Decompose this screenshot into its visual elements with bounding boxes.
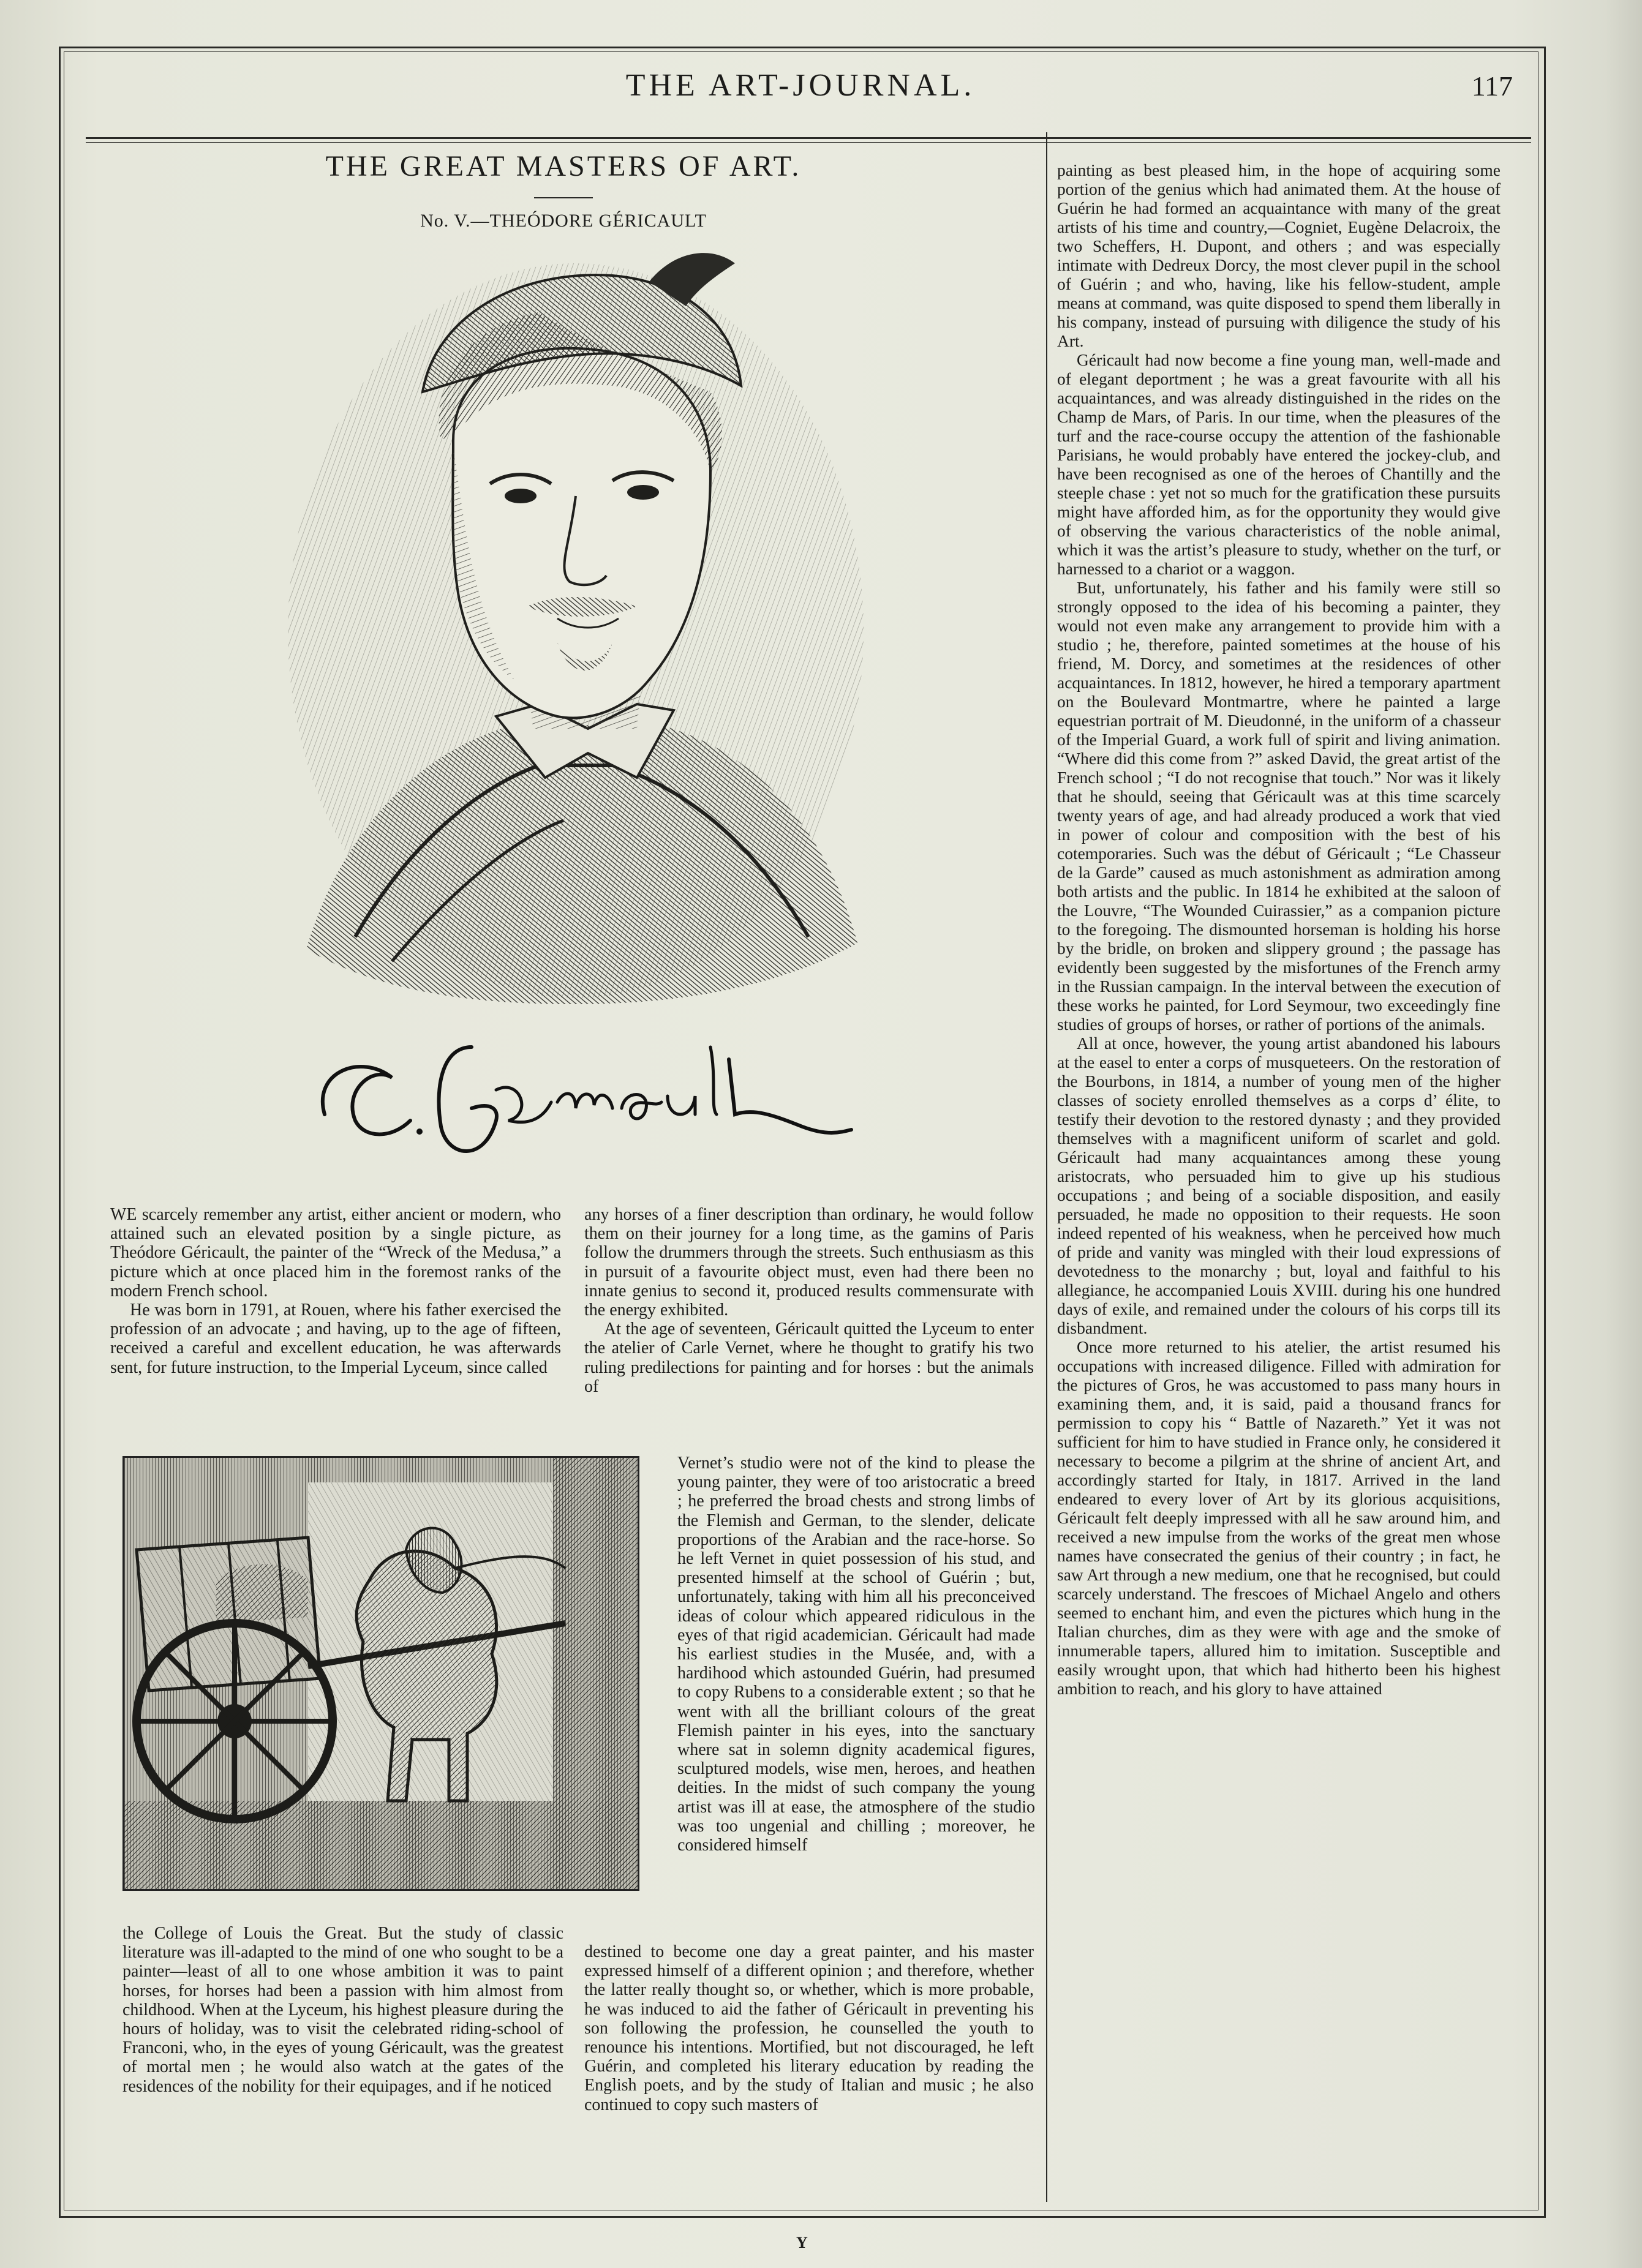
paragraph: WE scarcely remember any artist, either ancient or modern, who attained such an elevated position by a single picture, as Theódore Géricault, the painter of the “Wreck of the Medusa,” a picture which at once placed him in the foremost ranks of the modern French school. <box>110 1205 561 1301</box>
paragraph: destined to become one day a great painter, and his master expressed himself of a different opinion ; and therefore, whether the latter really thought so, or whether, which is more probable, he was induced to aid the father of Géricault in preventing his son following the profession, he counselled the youth to renounce his intentions. Mortified, but not discouraged, he left Guérin, and completed his literary education by reading the English poets, and by the study of Italian and music ; he also continued to copy such masters of <box>584 1942 1034 2114</box>
cart-horse-illustration <box>122 1456 639 1891</box>
middle-column-beside-illustration <box>677 1454 1035 1855</box>
paragraph: But, unfortunately, his father and his family were still so strongly opposed to the idea of his becoming a painter, they would not even make any arrangement to provide him with a studio ; he, therefore, painted sometimes at the house of his friend, M. Dorcy, and sometimes at the residences of other acquaintances. In 1812, however, he hired a temporary apartment on the Boulevard Montmartre, where he painted a large equestrian portrait of M. Dieudonné, in the uniform of a chasseur of the Imperial Guard, a work full of spirit and living animation. “Where did this come from ?” asked David, the great artist of the French school ; “I do not recognise that touch.” Nor was it likely that he should, seeing that Géricault was at this time scarcely twenty years of age, and had already produced a work that vied in power of colour and composition with the best of his cotemporaries. Such was the début of Géricault ; “Le Chasseur de la Garde” caused as much astonishment as admiration among both artists and the public. In 1814 he exhibited at the saloon of the Louvre, “The Wounded Cuirassier,” as a companion picture to the foregoing. The dismounted horseman is holding his horse by the bridle, on broken and slippery ground ; the passage has evidently been suggested by the misfortunes of the French army in the Russian campaign. In the interval between the execution of these works he painted, for Lord Seymour, two exceedingly fine studies of groups of horses, or rather of portions of the animals. <box>1057 578 1501 1034</box>
journal-title: THE ART-JOURNAL. <box>625 68 976 103</box>
scan-shadow <box>1605 0 1642 2268</box>
left-column-bottom <box>122 1924 563 2096</box>
header-rule-thin <box>86 142 1531 143</box>
paragraph: All at once, however, the young artist abandoned his labours at the easel to enter a corps of musqueteers. On the restoration of the Bourbons, in 1814, a number of young men of the higher classes of society enrolled themselves as a corps d’ élite, to testify their devotion to the restored dynasty ; and they provided themselves with a magnificent uniform of scarlet and gold. Géricault had many acquaintances among these young aristocrats, who persuaded him to give up his studious occupations ; and being of a sociable disposition, and easily persuaded, he made no opposition to their requests. He soon indeed repented of his weakness, when he perceived how much of pride and vanity was mingled with their loud expressions of devotedness to the monarchy ; but, loyal and faithful to his allegiance, he accompanied Louis XVIII. during his one hundred days of exile, and remained under the colours of his corps till its disbandment. <box>1057 1034 1501 1337</box>
paragraph: At the age of seventeen, Géricault quitted the Lyceum to enter the atelier of Carle Vernet, where he thought to gratify his two ruling predilections for painting and for horses : but the animals of <box>584 1320 1034 1396</box>
paragraph: the College of Louis the Great. But the study of classic literature was ill-adapted to the mind of one who sought to be a painter—least of all to one whose ambition it was to paint horses, for horses had been a passion with him almost from childhood. When at the Lyceum, his highest pleasure during the hours of holiday, was to visit the celebrated riding-school of Franconi, who, in the eyes of young Géricault, was the greatest of mortal men ; he would also watch at the gates of the residences of the nobility for their equipages, and if he noticed <box>122 1924 563 2096</box>
paragraph: Géricault had now become a fine young man, well-made and of elegant deportment ; he was a great favourite with all his acquaintances, and was already distinguished in the rides on the Champ de Mars, of Paris. In our time, when the pleasures of the turf and the race-course occupy the attention of the fashionable Parisians, he would probably have entered the jockey-club, and have been recognised as one of the heroes of Chantilly and the steeple chase : yet not so much for the gratification these pursuits might have afforded him, as for the opportunity they would give of observing the various characteristics of the noble animal, which it was the artist’s pleasure to study, whether on the turf, or harnessed to a chariot or a waggon. <box>1057 350 1501 578</box>
article-title: THE GREAT MASTERS OF ART. <box>325 150 802 182</box>
title-rule <box>534 197 593 198</box>
column-divider <box>1046 132 1047 2202</box>
paragraph: He was born in 1791, at Rouen, where his father exercised the profession of an advocate ; and having, up to the age of fifteen, received a careful and excellent education, he was afterwards sent, for future instruction, to the Imperial Lyceum, since called <box>110 1301 561 1377</box>
page-number: 117 <box>1471 70 1513 102</box>
signature-image <box>288 1023 888 1182</box>
middle-column-top <box>584 1205 1034 1396</box>
header-rule <box>86 137 1531 139</box>
running-head <box>64 67 1537 122</box>
printer-signature-mark: Y <box>796 2234 808 2251</box>
paragraph: painting as best pleased him, in the hope of acquiring some portion of the genius which had animated them. At the house of Guérin he had formed an acquaintance with many of the great artists of his time and country,—Cogniet, Eugène Delacroix, the two Scheffers, H. Dupont, and others ; and was especially intimate with Dedreux Dorcy, the most clever pupil in the school of Guérin ; and who, having, like his fellow-student, ample means at command, was quite disposed to spend them liberally in his company, instead of pursuing with diligence the study of his Art. <box>1057 160 1501 350</box>
middle-column-bottom <box>584 1942 1034 2114</box>
paragraph: Vernet’s studio were not of the kind to please the young painter, they were of too aristocratic a breed ; he preferred the broad chests and strong limbs of the Flemish and German, to the slender, delicate proportions of the Arabian and the race-horse. So he left Vernet in quiet possession of his stud, and presented himself at the school of Guérin ; but, unfortunately, taking with him all his preconceived ideas of colour which appeared ridiculous in the eyes of that rigid academician. Géricault had made his earliest studies in the Musée, and, with a hardihood which astounded Guérin, had presumed to copy Rubens to a considerable extent ; so that he went with all the brilliant colours of the great Flemish painter in his eyes, into the sanctuary where sat in solemn dignity academical figures, sculptured models, wise men, heroes, and heathen deities. In the midst of such company the young artist was ill at ease, the atmosphere of the studio was too ungenial and chilling ; moreover, he considered himself <box>677 1454 1035 1855</box>
left-column-top <box>110 1205 561 1377</box>
paragraph: Once more returned to his atelier, the artist resumed his occupations with increased diligence. Filled with admiration for the pictures of Gros, he was accustomed to pass many hours in examining them, and, it is said, paid a thousand francs for permission to copy his “ Battle of Nazareth.” Yet it was not sufficient for him to have studied in France only, he considered it necessary to become a pilgrim at the shrine of ancient Art, and accordingly started for Italy, in 1817. Arrived in the land endeared to every lover of Art by its glorious acquisitions, Géricault felt deeply impressed with all he saw around him, and received a new impulse from the works of the great men whose names have consecrated the genius of their country ; in fact, he saw Art through a new medium, one that he recognised, but could scarcely understand. The frescoes of Michael Angelo and others seemed to enchant him, and even the pictures which hung in the Italian churches, dim as they were with age and the smoke of innumerable tapers, allured him to imitation. Susceptible and easily wrought upon, that which had hitherto been his highest ambition to reach, and his glory to have attained <box>1057 1337 1501 1698</box>
article-subtitle: No. V.—THEÓDORE GÉRICAULT <box>420 211 707 231</box>
right-column <box>1057 160 1501 1698</box>
paragraph: any horses of a finer description than ordinary, he would follow them on their journey for a long time, as the gamins of Paris follow the drummers through the streets. Such enthusiasm as this in pursuit of a favourite object must, even had there been no innate genius to second it, produced results commensurate with the energy exhibited. <box>584 1205 1034 1320</box>
portrait-engraving <box>269 239 882 1010</box>
